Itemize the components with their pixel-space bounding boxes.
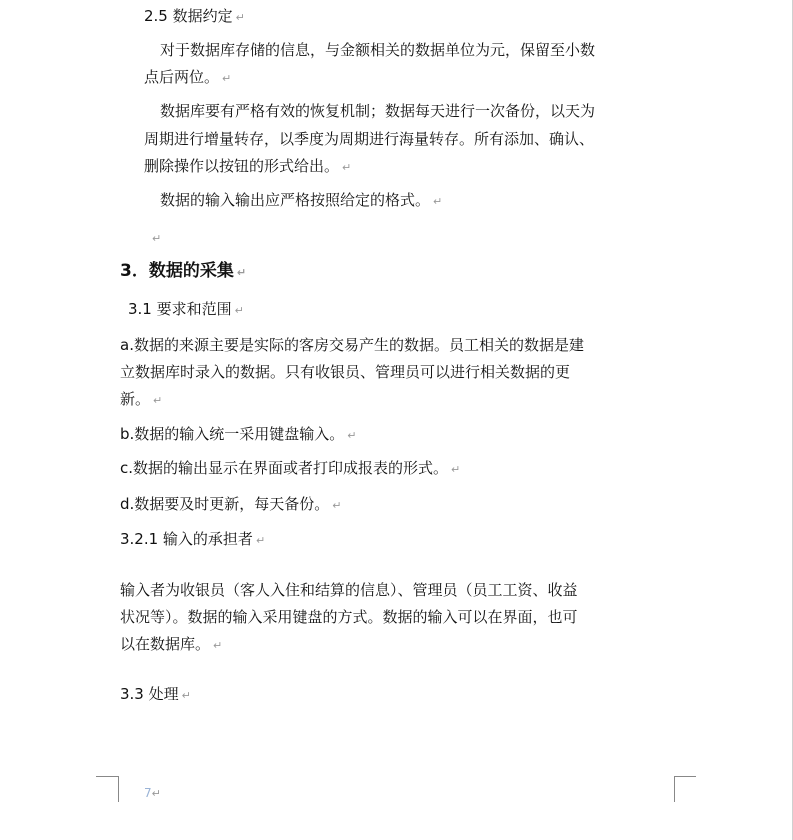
body-text-line: 状况等）。数据的输入采用键盘的方式。数据的输入可以在界面，也可 [120, 608, 578, 626]
crop-mark-right [674, 776, 675, 802]
list-item-d: d.数据要及时更新，每天备份。 ↵ [120, 495, 342, 513]
crop-mark-right [674, 776, 696, 777]
list-item-a: a.数据的来源主要是实际的客房交易产生的数据。员工相关的数据是建 [120, 336, 584, 354]
body-text-line: 点后两位。 ↵ [144, 68, 232, 86]
paragraph-mark-icon: ↵ [153, 394, 163, 407]
paragraph-mark-icon: ↵ [255, 534, 266, 547]
crop-mark-left [118, 776, 119, 802]
empty-paragraph [152, 227, 161, 249]
list-item-a: 立数据库时录入的数据。只有收银员、管理员可以进行相关数据的更 [120, 363, 571, 381]
section-3-heading: 3．数据的采集 ↵ [120, 261, 247, 281]
paragraph-mark-icon: ↵ [213, 639, 223, 652]
paragraph-mark-icon: ↵ [222, 72, 232, 85]
section-3-2-1-title: 3.2.1 输入的承担者 ↵ [120, 530, 266, 548]
body-text-line: 数据的输入输出应严格按照给定的格式。 ↵ [160, 191, 443, 209]
paragraph-mark-icon: ↵ [332, 499, 342, 512]
paragraph-mark-icon: ↵ [451, 463, 461, 476]
list-item-c: c.数据的输出显示在界面或者打印成报表的形式。 ↵ [120, 459, 461, 477]
list-item-b: b.数据的输入统一采用键盘输入。 ↵ [120, 425, 357, 443]
body-text-line: 以在数据库。 ↵ [120, 635, 223, 653]
paragraph-mark-icon: ↵ [236, 266, 247, 279]
page-number: 7↵ [144, 786, 161, 800]
list-item-a: 新。 ↵ [120, 390, 163, 408]
crop-mark-left [96, 776, 118, 777]
paragraph-mark-icon: ↵ [151, 787, 161, 800]
section-3-3-title: 3.3 处理 ↵ [120, 685, 191, 703]
paragraph-mark-icon: ↵ [433, 195, 443, 208]
body-text-line: 周期进行增量转存，以季度为周期进行海量转存。所有添加、确认、 [144, 130, 595, 148]
paragraph-mark-icon: ↵ [342, 161, 352, 174]
paragraph-mark-icon: ↵ [235, 11, 245, 24]
paragraph-mark-icon: ↵ [181, 689, 191, 702]
body-text-line: 输入者为收银员（客人入住和结算的信息）、管理员（员工工资、收益 [120, 581, 578, 599]
section-2-5-title: 2.5 数据约定 ↵ [144, 7, 245, 25]
body-text-line: 数据库要有严格有效的恢复机制；数据每天进行一次备份，以天为 [160, 102, 596, 120]
paragraph-mark-icon: ↵ [347, 429, 357, 442]
section-3-1-title: 3.1 要求和范围 ↵ [128, 300, 244, 318]
paragraph-mark-icon: ↵ [152, 232, 162, 245]
body-text-line: 删除操作以按钮的形式给出。 ↵ [144, 157, 352, 175]
body-text-line: 对于数据库存储的信息，与金额相关的数据单位为元，保留至小数 [160, 41, 596, 59]
paragraph-mark-icon: ↵ [234, 304, 244, 317]
